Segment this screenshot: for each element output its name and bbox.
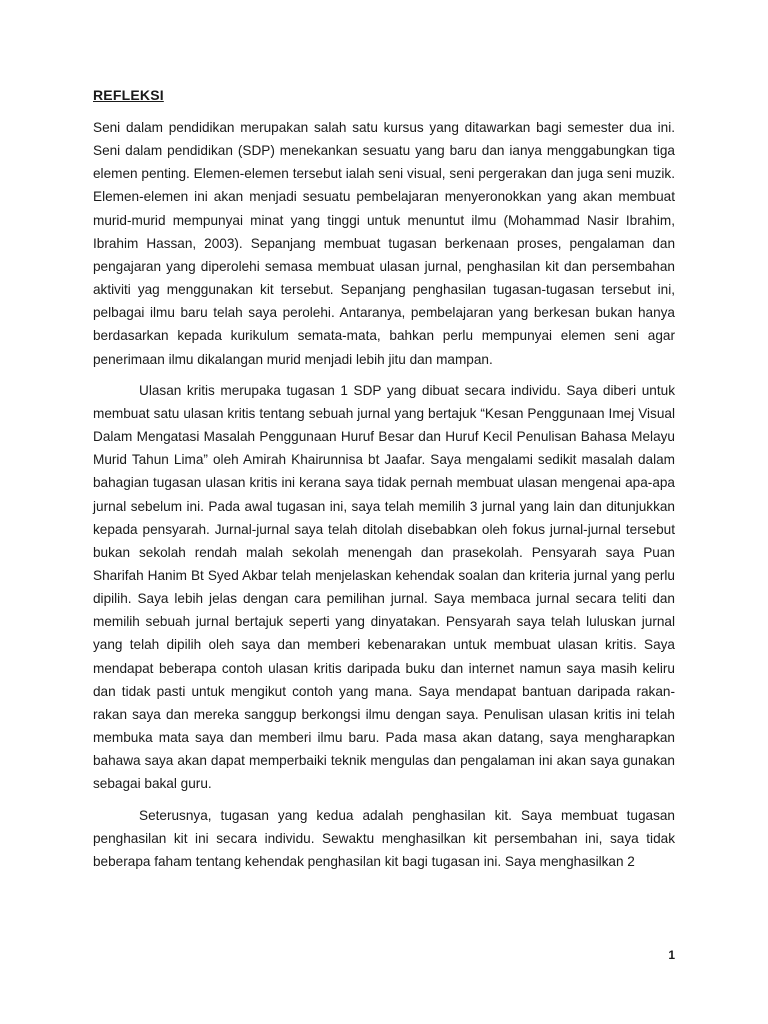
- paragraph-penghasilan-kit: Seterusnya, tugasan yang kedua adalah penghasilan kit. Saya membuat tugasan penghasilan kit ini secara individu. Sewaktu menghasilkan kit persembahan ini, saya tidak beberapa faham tentang kehendak penghasilan kit bagi tugasan ini. Saya menghasilkan 2: [93, 807, 675, 869]
- page-number: 1: [668, 948, 675, 962]
- document-heading: REFLEKSI: [93, 87, 164, 103]
- paragraph-ulasan-kritis: Ulasan kritis merupaka tugasan 1 SDP yang dibuat secara individu. Saya diberi untuk membuat satu ulasan kritis tentang sebuah jurnal yang bertajuk “Kesan Penggunaan Imej Visual Dalam Mengatasi Masalah Penggunaan Huruf Besar dan Huruf Kecil Penulisan Bahasa Melayu Murid Tahun Lima” oleh Amirah Khairunnisa bt Jaafar. Saya mengalami sedikit masalah dalam bahagian tugasan ulasan kritis ini kerana saya tidak pernah membuat ulasan mengenai apa-apa jurnal sebelum ini. Pada awal tugasan ini, saya telah memilih 3 jurnal yang lain dan ditunjukkan kepada pensyarah. Jurnal-jurnal saya telah ditolah disebabkan oleh fokus jurnal-jurnal tersebut bukan sekolah rendah malah sekolah menengah dan prasekolah. Pensyarah saya Puan Sharifah Hanim Bt Syed Akbar telah menjelaskan kehendak soalan dan kriteria jurnal yang perlu dipilih. Saya lebih jelas dengan cara pemilihan jurnal. Saya membaca jurnal secara teliti dan memilih sebuah jurnal bertajuk seperti yang dinyatakan. Pensyarah saya telah luluskan jurnal yang telah dipilih oleh saya dan memberi kebenarakan untuk membuat ulasan kritis. Saya mendapat beberapa contoh ulasan kritis daripada buku dan internet namun saya masih keliru dan tidak pasti untuk mengikut contoh yang mana. Saya mendapat bantuan daripada rakan-rakan saya dan mereka sanggup berkongsi ilmu dengan saya. Penulisan ulasan kritis ini telah membuka mata saya dan memberi ilmu baru. Pada masa akan datang, saya mengharapkan bahawa saya akan dapat memperbaiki teknik mengulas dan pengalaman ini akan saya gunakan sebagai bakal guru.: [93, 382, 675, 792]
- paragraph-intro: Seni dalam pendidikan merupakan salah satu kursus yang ditawarkan bagi semester dua ini. Seni dalam pendidikan (SDP) menekankan sesuatu yang baru dan ianya menggabungkan tiga elemen penting. Elemen-elemen tersebut ialah seni visual, seni pergerakan dan juga seni muzik. Elemen-elemen ini akan menjadi sesuatu pembelajaran menyeronokkan yang akan membuat murid-murid mempunyai minat yang tinggi untuk menuntut ilmu (Mohammad Nasir Ibrahim, Ibrahim Hassan, 2003). Sepanjang membuat tugasan berkenaan proses, pengalaman dan pengajaran yang diperolehi semasa membuat ulasan jurnal, penghasilan kit dan persembahan aktiviti yag menggunakan kit tersebut. Sepanjang penghasilan tugasan-tugasan tersebut ini, pelbagai ilmu baru telah saya perolehi. Antaranya, pembelajaran yang berkesan bukan hanya berdasarkan kepada kurikulum semata-mata, bahkan perlu mempunyai elemen seni agar penerimaan ilmu dikalangan murid menjadi lebih jitu dan mampan.: [93, 120, 675, 367]
- document-body: [93, 116, 675, 881]
